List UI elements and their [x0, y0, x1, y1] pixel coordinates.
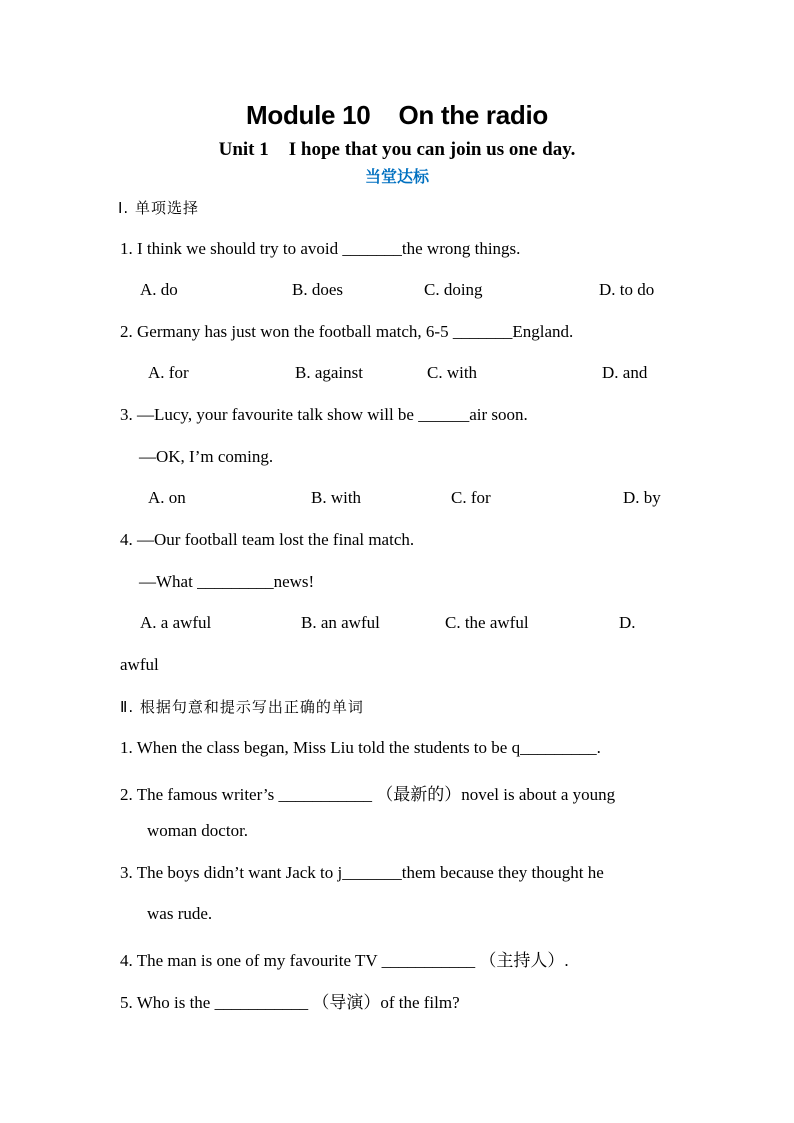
module-title: On the radio: [398, 100, 548, 130]
s2-item-2-cont: woman doctor.: [147, 821, 249, 840]
q3-option-d: D. by: [623, 488, 661, 507]
q3-reply: —OK, I’m coming.: [139, 447, 274, 466]
module-label: Module 10: [246, 100, 371, 130]
s2-item-4: 4. The man is one of my favourite TV ___________ （主持人）.: [120, 951, 569, 970]
section2-heading: Ⅱ. 根据句意和提示写出正确的单词: [120, 698, 364, 716]
q1-option-b: B. does: [292, 280, 343, 299]
q3-option-b: B. with: [311, 488, 362, 507]
q3-option-c: C. for: [451, 488, 491, 507]
unit-label: Unit 1: [218, 139, 269, 160]
q4-option-a: A. a awful: [140, 613, 212, 632]
q1-option-a: A. do: [140, 280, 178, 299]
s2-item-5: 5. Who is the ___________ （导演）of the film?: [120, 993, 460, 1012]
q2-stem: 2. Germany has just won the football match, 6-5 _______England.: [120, 322, 574, 341]
s2-item-1: 1. When the class began, Miss Liu told the students to be q_________.: [120, 738, 601, 757]
section-tag: 当堂达标: [364, 167, 429, 186]
s2-item-2: 2. The famous writer’s ___________ （最新的）novel is about a young: [120, 785, 616, 804]
q4-reply: —What _________news!: [139, 572, 315, 591]
unit-subtitle: [0, 139, 794, 161]
q2-option-b: B. against: [295, 363, 363, 382]
q3-stem: 3. —Lucy, your favourite talk show will be ______air soon.: [120, 405, 528, 424]
q2-option-d: D. and: [602, 363, 648, 382]
q4-stem: 4. —Our football team lost the final match.: [120, 530, 415, 549]
q3-option-a: A. on: [148, 488, 186, 507]
s2-item-3: 3. The boys didn’t want Jack to j_______them because they thought he: [120, 863, 604, 882]
section1-heading: Ⅰ. 单项选择: [118, 199, 199, 217]
q2-option-c: C. with: [427, 363, 478, 382]
q4-option-b: B. an awful: [301, 613, 380, 632]
unit-title: I hope that you can join us one day.: [288, 139, 576, 160]
page-title: [0, 100, 794, 131]
q4-option-d-text: awful: [120, 655, 159, 674]
q4-option-c: C. the awful: [445, 613, 529, 632]
q1-option-d: D. to do: [599, 280, 655, 299]
q2-option-a: A. for: [148, 363, 189, 382]
q1-option-c: C. doing: [424, 280, 483, 299]
s2-item-3-cont: was rude.: [147, 904, 213, 923]
q1-stem: 1. I think we should try to avoid _______the wrong things.: [120, 239, 521, 258]
q4-option-d: D.: [619, 613, 636, 632]
